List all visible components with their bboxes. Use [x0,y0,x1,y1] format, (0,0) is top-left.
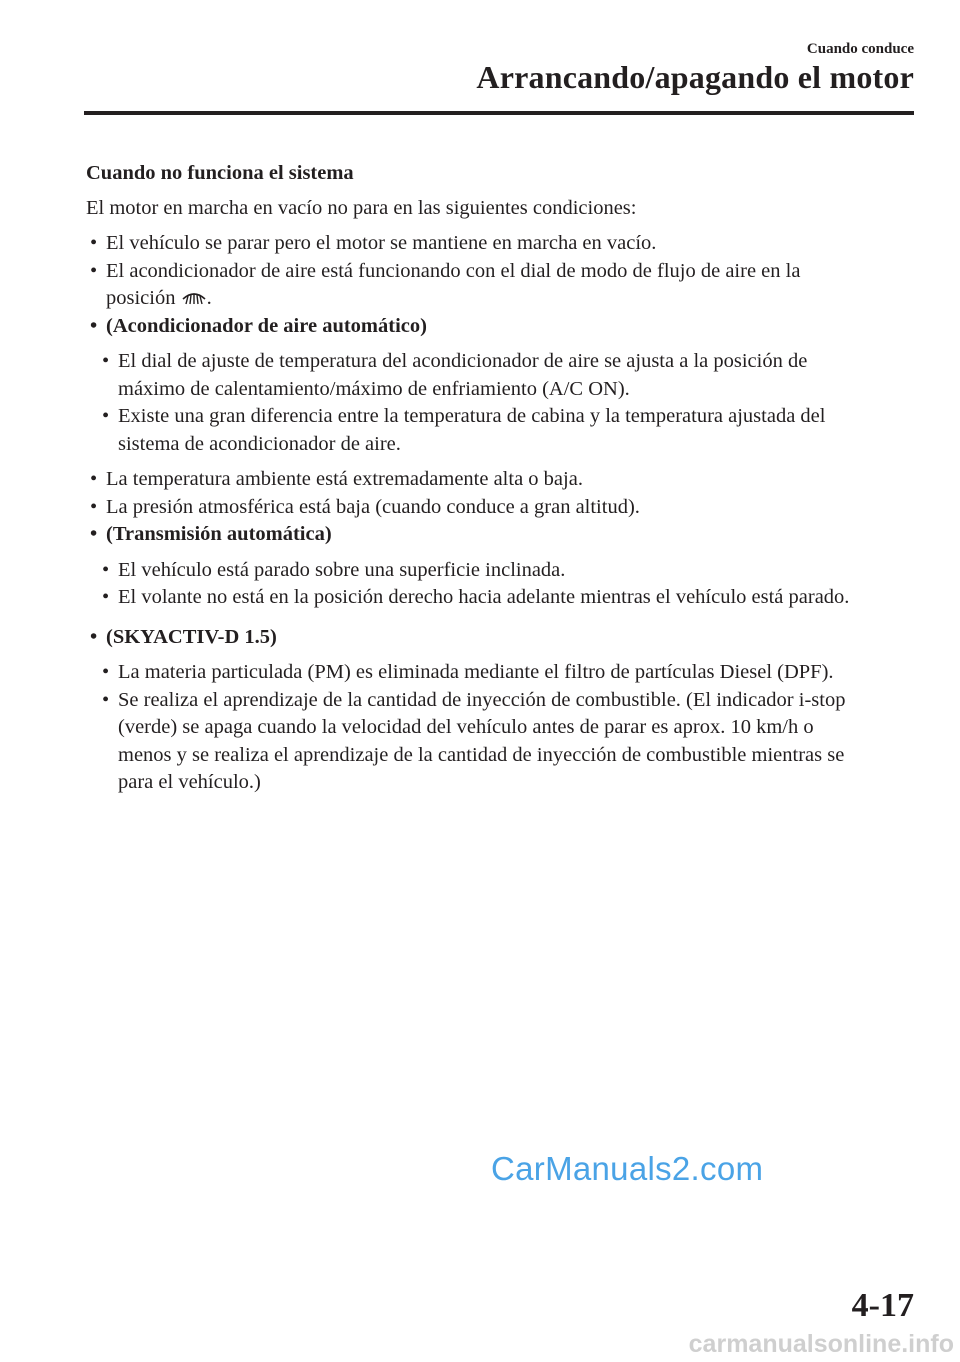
bullet: • [102,661,110,683]
bullet: • [102,688,110,711]
list-item: • (Transmisión automática) [86,521,918,549]
bullet: • [102,350,110,372]
bullet: • [90,314,98,337]
page-number: 4-17 [851,1287,914,1324]
list-item: • El vehículo está parado sobre una superficie inclinada. [98,557,918,585]
watermark: CarManuals2.com [491,1150,764,1187]
list-item: • (Acondicionador de aire automático) [86,313,918,341]
list-item: • La presión atmosférica está baja (cuando conduce a gran altitud). [86,494,918,522]
bullet: • [90,468,98,490]
bullet: • [90,495,98,518]
list-item: • El dial de ajuste de temperatura del acondicionador de aire se ajusta a la posición de máximo de calentamiento/máximo de enfriamiento (A/C ON). [102,350,808,400]
list-item: • El acondicionador de aire está funcionando con el dial de modo de flujo de aire en la posición . [90,259,801,309]
page-header [476,40,914,96]
list-item: • El volante no está en la posición derecho hacia adelante mientras el vehículo está parado. [98,584,918,612]
bullet: • [90,232,98,254]
intro-paragraph: El motor en marcha en vacío no para en las siguientes condiciones: [86,196,637,219]
bullet: • [90,523,98,545]
bullet: • [90,259,98,282]
footer-url: carmanualsonline.info [688,1330,954,1358]
list-item: • (SKYACTIV-D 1.5) [86,624,918,652]
header-rule [84,111,914,115]
subheading: Cuando no funciona el sistema [86,162,354,184]
section-title: Cuando conduce [806,41,914,57]
chapter-title: Arrancando/apagando el motor [476,59,914,95]
list-item: • La temperatura ambiente está extremadamente alta o baja. [86,466,918,494]
list-item: • El vehículo se parar pero el motor se mantiene en marcha en vacío. [86,230,918,258]
list-item: • Existe una gran diferencia entre la temperatura de cabina y la temperatura ajustada del sistema de acondicionador de aire. [102,405,826,455]
bullet: • [102,586,110,608]
list-item: • Se realiza el aprendizaje de la cantidad de inyección de combustible. (El indicador i-stop (verde) se apaga cuando la velocidad del vehículo antes de parar es aprox. 10 km/h o menos y se realiza el aprendizaje de la cantidad de inyección de combustible mientras se para el vehículo.) [102,688,846,793]
list-item: • La materia particulada (PM) es eliminada mediante el filtro de partículas Diesel (DPF). [98,659,918,687]
bullet: • [102,558,110,581]
page-content [86,160,918,797]
windshield-defroster-icon [181,287,207,307]
bullet: • [102,405,110,427]
bullet: • [90,625,98,648]
